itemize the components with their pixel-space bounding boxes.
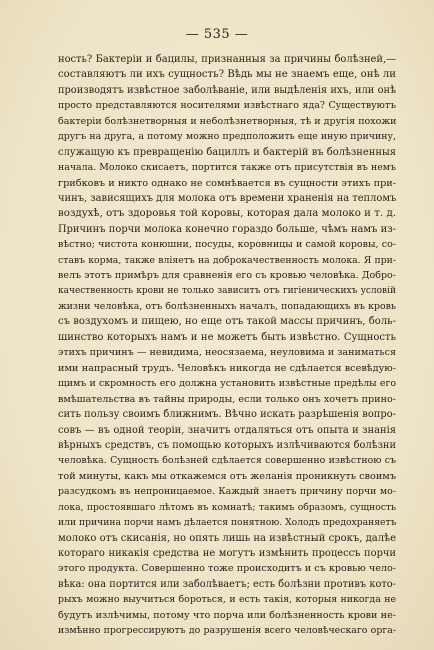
text-line: составляютъ ли ихъ сущность? Вѣдь мы не знаемъ еще, онѣ ли bbox=[58, 69, 396, 81]
text-line: бактеріи болѣзнетворныя и неболѣзнетворныя, тѣ и другія похожи bbox=[58, 115, 396, 127]
text-line: качественность крови не только зависитъ отъ гигіеническихъ условій bbox=[58, 285, 396, 296]
body-text bbox=[58, 52, 396, 639]
text-line: разсудкомъ въ непроницаемое. Каждый знаетъ причину порчи мо- bbox=[58, 486, 396, 498]
text-line: вѣрныхъ средствъ, съ помощью которыхъ излѣчиваются болѣзни bbox=[58, 439, 396, 451]
text-line: шинство которыхъ намъ и не можетъ быть извѣстно. Сущность bbox=[58, 331, 396, 343]
text-line: производятъ извѣстное заболѣваніе, или выдѣленія ихъ, или онѣ bbox=[58, 84, 396, 96]
text-line: совъ — въ одной теоріи, значитъ отдаляться отъ опыта и знанія bbox=[58, 424, 396, 436]
text-line: будутъ излѣчимы, потому что порча или болѣзненность крови не- bbox=[58, 609, 396, 621]
text-line: сить пользу своимъ ближнимъ. Вѣчно искать разрѣшенія вопро- bbox=[58, 409, 396, 421]
page-number: — 535 — bbox=[185, 27, 249, 42]
text-line: ставъ корма, также вліяетъ на доброкачественность молока. Я при- bbox=[58, 254, 396, 266]
text-line: ими напрасный трудъ. Человѣкъ никогда не сдѣлается всевѣдую- bbox=[58, 362, 396, 374]
text-line: вмѣшательства въ тайны природы, если только онъ хочетъ прино- bbox=[58, 393, 396, 405]
text-line: щимъ и скромность его должна установить извѣстные предѣлы его bbox=[58, 378, 396, 390]
text-line: той минуты, какъ мы откажемся отъ желанія проникнуть своимъ bbox=[58, 470, 396, 482]
text-line: жизни человѣка, отъ болѣзненныхъ началъ, попадающихъ въ кровь bbox=[58, 301, 396, 312]
text-line: съ воздухомъ и пищею, но еще отъ такой массы причинъ, боль- bbox=[58, 316, 396, 328]
text-line: этого продукта. Совершенно тоже происходитъ и съ кровью чело- bbox=[58, 563, 396, 575]
text-line: измѣнно прогрессируютъ до разрушенія всего человѣческаго орга- bbox=[58, 625, 396, 637]
text-line: вѣка: она портится или заболѣваетъ; есть болѣзни противъ кото- bbox=[58, 578, 396, 590]
text-line: Причинъ порчи молока конечно гораздо больше, чѣмъ намъ из- bbox=[58, 223, 396, 235]
text-line: или причина порчи намъ дѣлается понятною. Холодъ предохраняетъ bbox=[58, 517, 396, 529]
text-line: другъ на друга, а потому можно предположить еще иную причину, bbox=[58, 131, 396, 143]
text-line: молоко отъ скисанія, но опять лишь на извѣстный срокъ, далѣе bbox=[58, 532, 396, 544]
text-line: начала. Молоко скисаетъ, портится также отъ присутствія въ немъ bbox=[58, 162, 396, 174]
text-line: воздухѣ, отъ здоровья той коровы, которая дала молоко и т. д. bbox=[58, 208, 396, 220]
text-line: этихъ причинъ — невидима, неосязаема, неуловима и заниматься bbox=[58, 347, 396, 359]
text-line: чинъ, зависящихъ для молока отъ времени храненія на тепломъ bbox=[58, 192, 396, 204]
text-line: грибковъ и никто однако не сомнѣвается въ сущности этихъ при- bbox=[58, 177, 396, 189]
text-line: просто представляются носителями извѣстнаго яда? Существуютъ bbox=[58, 100, 396, 112]
text-line: вѣстно; чистота конюшни, посуды, коровницы и самой коровы, со- bbox=[58, 239, 396, 251]
text-line: рыхъ можно выучиться бороться, и есть такія, которыя никогда не bbox=[58, 594, 396, 606]
text-line: велъ этотъ примѣръ для сравненія его съ кровью человѣка. Добро- bbox=[58, 270, 396, 282]
text-line: лока, простоявшаго лѣтомъ въ комнатѣ; такимъ образомъ, сущность bbox=[58, 501, 396, 513]
text-line: служащую къ превращенію бациллъ и бактерій въ болѣзненныя bbox=[58, 146, 396, 158]
text-line: котораго никакія средства не могутъ измѣнить процессъ порчи bbox=[58, 548, 396, 559]
text-line: человѣка. Сущность болѣзней сдѣлается совершенно извѣстною съ bbox=[58, 455, 396, 467]
text-line: ность? Бактеріи и бацилы, признанныя за причины болѣзней,— bbox=[58, 54, 396, 65]
